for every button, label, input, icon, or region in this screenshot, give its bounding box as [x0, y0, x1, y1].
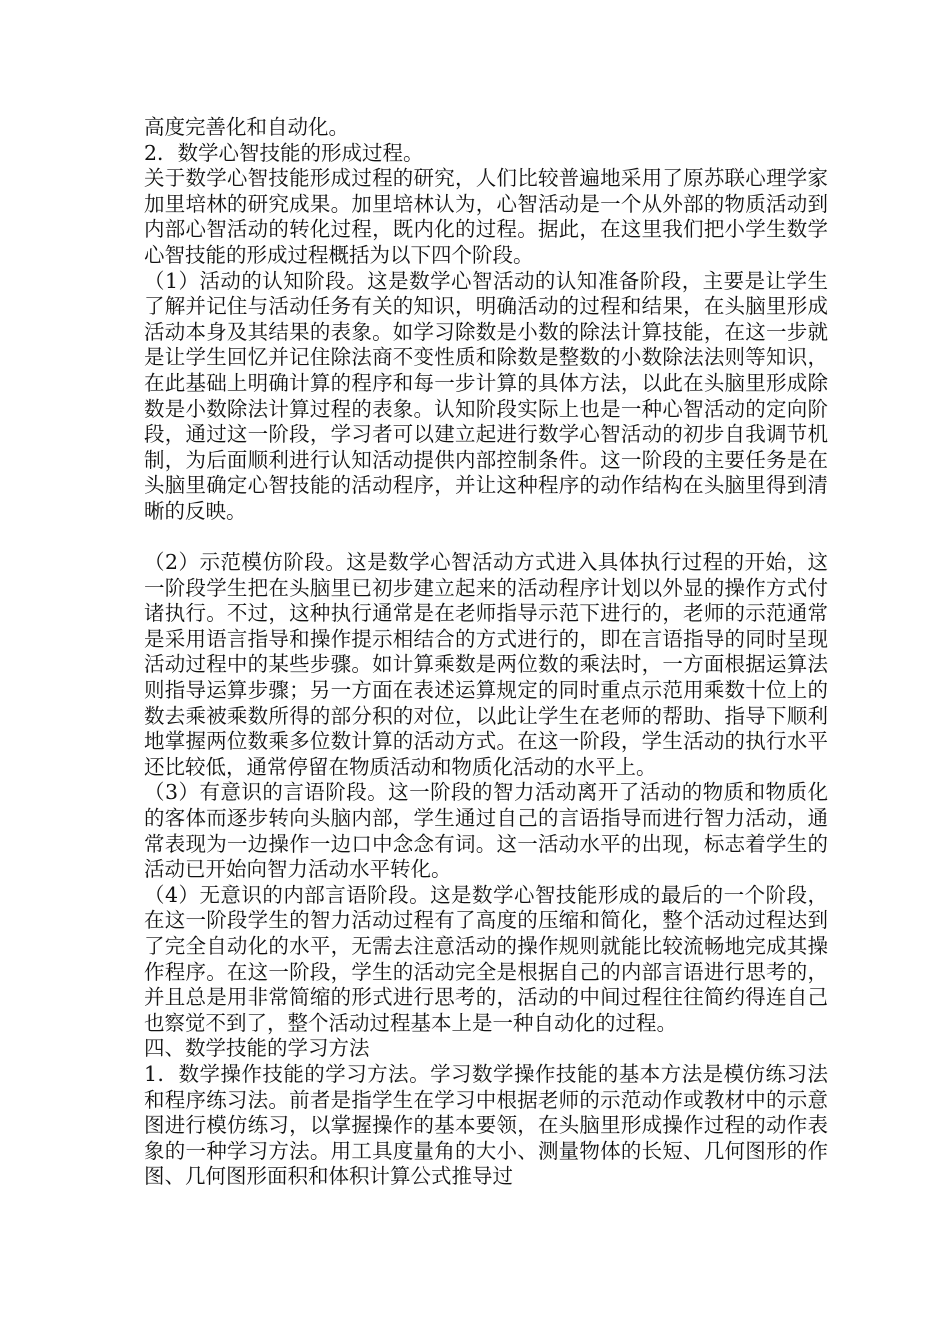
section-heading-learning-methods: 四、数学技能的学习方法: [144, 1036, 370, 1061]
paragraph-galperin-theory: 关于数学心智技能形成过程的研究，人们比较普遍地采用了原苏联心理学家加里培林的研究成果。加里培林认为，心智活动是一个从外部的物质活动到内部心智活动的转化过程，既内化的过程。据此，在这里我们把小学生数学心智技能的形成过程概括为以下四个阶段。: [144, 166, 828, 267]
paragraph-stage-1-cognition: （1）活动的认知阶段。这是数学心智活动的认知准备阶段，主要是让学生了解并记住与活动任务有关的知识，明确活动的过程和结果，在头脑里形成活动本身及其结果的表象。如学习除数是小数的除法计算技能，在这一步就是让学生回忆并记住除法商不变性质和除数是整数的小数除法法则等知识，在此基础上明确计算的程序和每一步计算的具体方法，以此在头脑里形成除数是小数除法计算过程的表象。认知阶段实际上也是一种心智活动的定向阶段，通过这一阶段，学习者可以建立起进行数学心智活动的初步自我调节机制，为后面顺利进行认知活动提供内部控制条件。这一阶段的主要任务是在头脑里确定心智技能的活动程序，并让这种程序的动作结构在头脑里得到清晰的反映。: [144, 268, 828, 523]
paragraph-operation-skill-methods: 1．数学操作技能的学习方法。学习数学操作技能的基本方法是模仿练习法和程序练习法。前者是指学生在学习中根据老师的示范动作或教材中的示意图进行模仿练习，以掌握操作的基本要领，在头脑里形成操作过程的动作表象的一种学习方法。用工具度量角的大小、测量物体的长短、几何图形的作图、几何图形面积和体积计算公式推导过: [144, 1061, 828, 1189]
section-heading-formation-process: 2．数学心智技能的形成过程。: [144, 140, 424, 165]
document-page: [144, 115, 828, 1190]
paragraph-stage-2-demonstration: （2）示范模仿阶段。这是数学心智活动方式进入具体执行过程的开始，这一阶段学生把在头脑里已初步建立起来的活动程序计划以外显的操作方式付诸执行。不过，这种执行通常是在老师指导示范下进行的，老师的示范通常是采用语言指导和操作提示相结合的方式进行的，即在言语指导的同时呈现活动过程中的某些步骤。如计算乘数是两位数的乘法时，一方面根据运算法则指导运算步骤；另一方面在表述运算规定的同时重点示范用乘数十位上的数去乘被乘数所得的部分积的对位，以此让学生在老师的帮助、指导下顺利地掌握两位数乘多位数计算的活动方式。在这一阶段，学生活动的执行水平还比较低，通常停留在物质活动和物质化活动的水平上。: [144, 550, 828, 779]
paragraph-stage-4-inner-speech: （4）无意识的内部言语阶段。这是数学心智技能形成的最后的一个阶段，在这一阶段学生的智力活动过程有了高度的压缩和简化，整个活动过程达到了完全自动化的水平，无需去注意活动的操作规则就能比较流畅地完成其操作程序。在这一阶段，学生的活动完全是根据自己的内部言语进行思考的，并且总是用非常简缩的形式进行思考的，活动的中间过程往往简约得连自己也察觉不到了，整个活动过程基本上是一种自动化的过程。: [144, 882, 828, 1035]
paragraph-stage-3-conscious-speech: （3）有意识的言语阶段。这一阶段的智力活动离开了活动的物质和物质化的客体而逐步转向头脑内部，学生通过自己的言语指导而进行智力活动，通常表现为一边操作一边口中念念有词。这一活动水平的出现，标志着学生的活动已开始向智力活动水平转化。: [144, 780, 828, 882]
paragraph-intro-end: 高度完善化和自动化。: [144, 115, 349, 139]
blank-line: [144, 525, 828, 551]
